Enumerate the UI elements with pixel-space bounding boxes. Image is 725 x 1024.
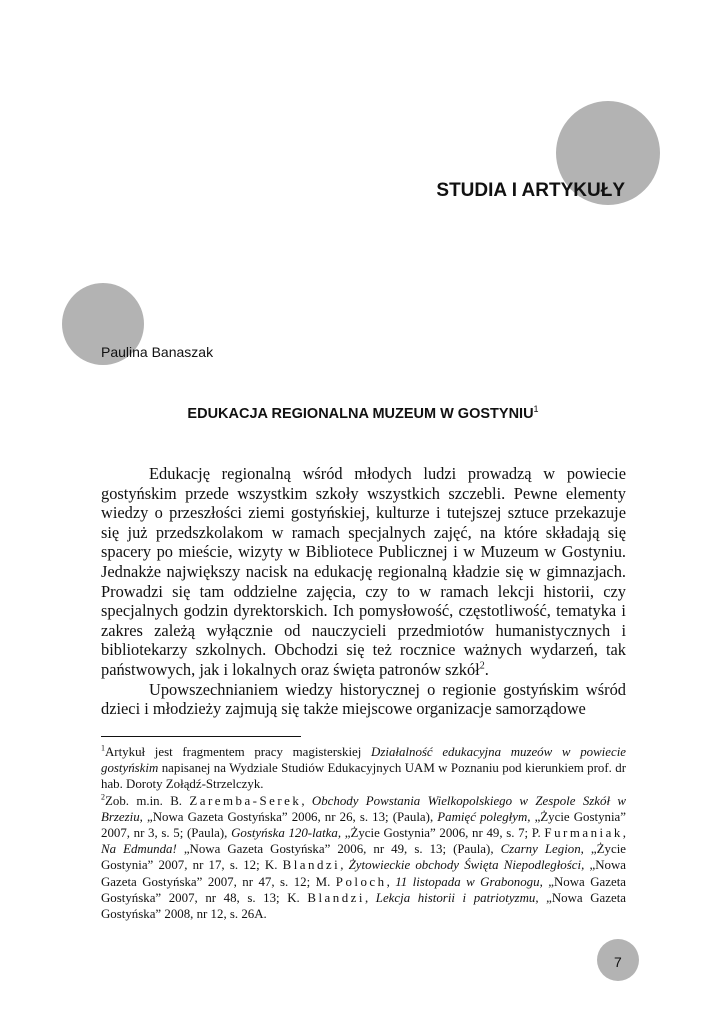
fn2-text: „Życie Gostynia” 2007, nr 17, s. 12; K. <box>101 842 626 873</box>
fn2-text: „Życie Gostynia” 2007, nr 3, s. 5; (Paula), <box>101 809 626 841</box>
fn2-title: Żytowieckie obchody Święta Niepodległości, <box>348 858 585 873</box>
fn2-title: 11 listopada w Grabonogu, <box>395 874 543 889</box>
footnote-1-work-title: Działalność edukacyjna muzeów w powiecie gostyńskim <box>101 745 627 776</box>
fn2-author: Blandzi <box>282 858 341 873</box>
fn2-text: , <box>340 858 349 873</box>
footnote-1-text-c: napisanej na Wydziale Studiów Edukacyjnych UAM w Poznaniu pod kierunkiem prof. dr hab. Doroty Zołądź-Strzelczyk. <box>101 761 626 792</box>
fn2-text: „Nowa Gazeta Gostyńska” 2006, nr 49, s. 13; (Paula), <box>176 842 501 857</box>
footnote-1-text-a: Artykuł jest fragmentem pracy magisterskiej <box>105 745 372 759</box>
footnote-separator <box>101 736 301 737</box>
footnote-1 <box>101 744 626 793</box>
fn2-text: , <box>386 874 396 889</box>
fn2-text: „Nowa Gazeta Gostyńska” 2007, nr 47, s. 12; M. <box>101 858 626 889</box>
fn2-text: „Nowa Gazeta Gostyńska” 2007, nr 48, s. 13; K. <box>101 874 626 905</box>
paragraph-1-end: . <box>484 659 489 679</box>
fn2-title: Czarny Legion, <box>500 842 584 857</box>
article-title <box>100 404 626 422</box>
footnote-2 <box>101 793 626 923</box>
footnotes <box>101 744 626 922</box>
fn2-author: Zaremba-Serek <box>189 793 302 808</box>
article-body <box>101 464 626 719</box>
fn2-text: , <box>622 826 627 841</box>
fn2-title: Na Edmunda! <box>101 842 177 857</box>
fn2-author: Blandzi <box>307 890 365 905</box>
page-number: 7 <box>614 954 622 970</box>
footnote-1-mark: 1 <box>101 743 105 753</box>
fn2-author: Poloch <box>335 874 387 889</box>
paragraph-1-text: Edukację regionalną wśród młodych ludzi prowadzą w powiecie gostyńskim przede wszystkim szkoły wszystkich szczebli. Pewne elementy wiedzy o przeszłości ziemi gostyńskiej, kulturze i tutejszej sztuce przekazuje się już przedszkolakom w ramach specjalnych zajęć, na które składają się spacery po mieście, wizyty w Bibliotece Publicznej i w Muzeum w Gostyniu. Jednakże największy nacisk na edukację regionalną kładzie się w gimnazjach. Prowadzi się tam oddzielne zajęcia, czy to w ramach lekcji historii, czy specjalnych godzin dyrektorskich. Ich pomysłowość, częstotliwość, tematyka i zakres zależą wyłącznie od nauczycieli przedmiotów humanistycznych i bibliotekarzy szkolnych. Obchodzi się też rocznice ważnych wydarzeń, tak państwowych, jak i lokalnych oraz święta patronów szkół <box>101 464 626 679</box>
fn2-title: Pamięć poległym, <box>437 809 531 824</box>
author-name: Paulina Banaszak <box>101 344 214 360</box>
fn2-text: , <box>364 890 376 905</box>
article-title-text: EDUKACJA REGIONALNA MUZEUM W GOSTYNIU <box>187 406 534 422</box>
fn2-text: „Nowa Gazeta Gostyńska” 2008, nr 12, s. 26A. <box>101 890 627 922</box>
footnote-ref-1[interactable]: 1 <box>533 404 539 414</box>
paragraph-1 <box>101 464 626 680</box>
footnote-2-mark: 2 <box>101 792 105 802</box>
fn2-text: , <box>301 793 312 808</box>
section-title: STUDIA I ARTYKUŁY <box>436 180 625 201</box>
paragraph-2-text: Upowszechnianiem wiedzy historycznej o regionie gostyńskim wśród dzieci i młodzieży zajmują się także miejscowe organizacje samorządowe <box>101 679 626 719</box>
footnote-ref-2[interactable]: 2 <box>479 660 485 672</box>
fn2-title: Lekcja historii i patriotyzmu, <box>375 890 539 905</box>
fn2-text: „Nowa Gazeta Gostyńska” 2006, nr 26, s. 13; (Paula), <box>142 809 438 824</box>
fn2-title: Obchody Powstania Wielkopolskiego w Zespole Szkół w Brzeziu, <box>101 793 626 824</box>
fn2-text: Zob. m.in. B. <box>105 793 190 808</box>
paragraph-2 <box>101 680 626 719</box>
fn2-title: Gostyńska 120-latka, <box>231 826 342 841</box>
fn2-author: Furmaniak <box>544 826 623 841</box>
fn2-text: „Życie Gostynia” 2006, nr 49, s. 7; P. <box>341 826 545 841</box>
